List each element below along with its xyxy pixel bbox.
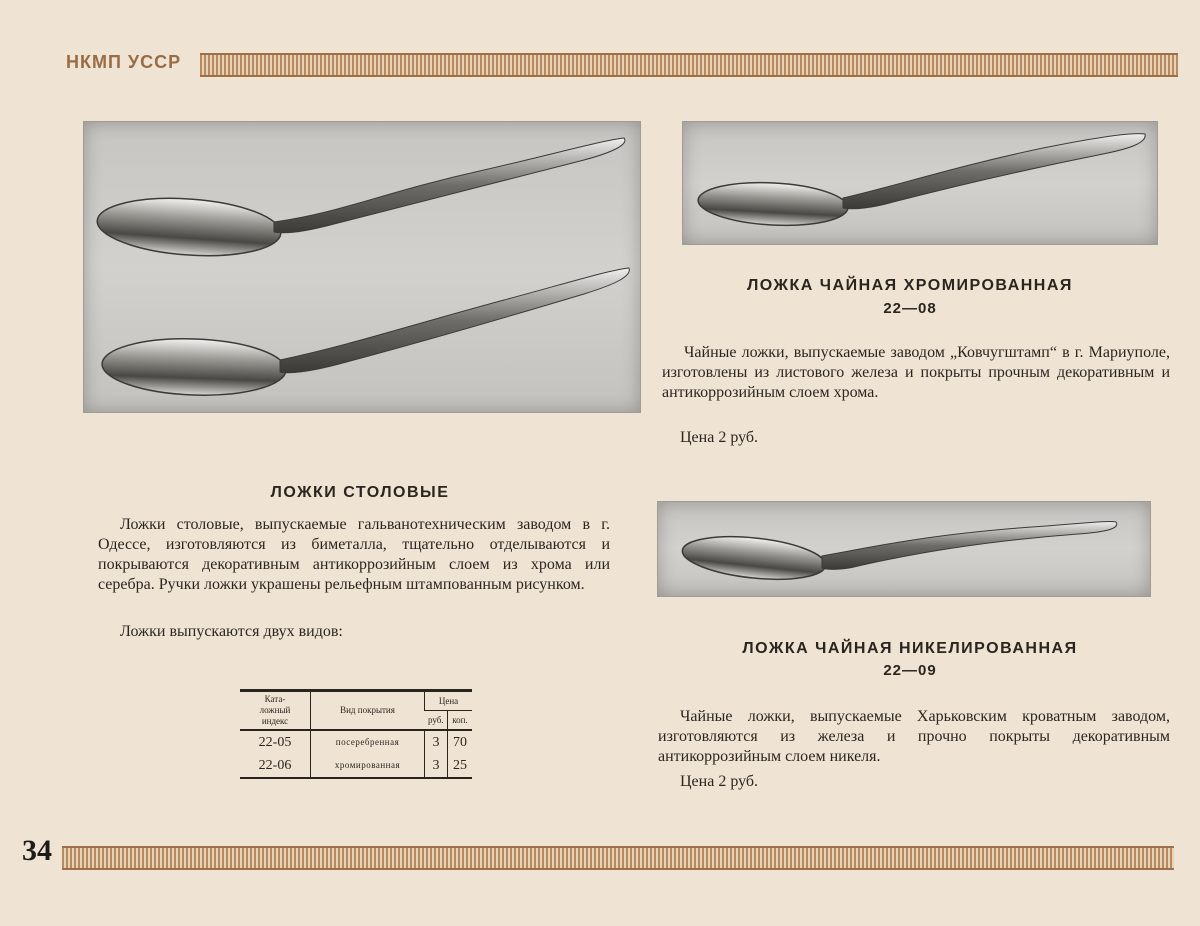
table-row <box>240 731 472 754</box>
nickel-teaspoon-code: 22—09 <box>883 662 937 679</box>
nickel-teaspoon-price: Цена 2 руб. <box>680 773 759 790</box>
rub-cell: 3 <box>425 754 448 778</box>
header-label: НКМП УССР <box>66 52 182 72</box>
chrome-teaspoon-title: ЛОЖКА ЧАЙНАЯ ХРОМИРОВАННАЯ <box>747 277 1073 294</box>
catalog-index-cell: 22-05 <box>258 735 292 750</box>
chrome-teaspoon-photo <box>682 121 1158 245</box>
table-row <box>240 754 472 778</box>
kinds-text: Ложки выпускаются двух видов: <box>120 623 343 640</box>
kop-cell: 70 <box>448 731 473 754</box>
chrome-teaspoon-description: Чайные ложки, выпускаемые заводом „Ковчугштамп“ в г. Мариуполе, изготовлены из листового железа и покрыты прочным декоративным и антикоррозийным слоем хрома. <box>662 344 1170 401</box>
header-stripe <box>200 53 1178 77</box>
rub-header: руб. <box>425 711 448 730</box>
nickel-teaspoon-photo <box>657 501 1151 597</box>
catalog-table <box>240 689 472 779</box>
nickel-teaspoon-title: ЛОЖКА ЧАЙНАЯ НИКЕЛИРОВАННАЯ <box>742 640 1078 657</box>
nickel-teaspoon-description: Чайные ложки, выпускаемые Харьковским кроватным заводом, изготовляются из железа и прочно покрыты декоративным антикоррозийным слоем никеля. <box>658 708 1170 765</box>
page-number: 34 <box>22 834 52 867</box>
coating-cell: посеребренная <box>311 731 425 754</box>
table-spoons-description: Ложки столовые, выпускаемые гальванотехническим заводом в г. Одессе, изготовляются из биметалла, тщательно отделываются и покрываются декоративным антикоррозийным слоем из хрома или серебра. Ручки ложки украшены рельефным штампованным рисунком. <box>98 516 610 593</box>
chrome-teaspoon-price: Цена 2 руб. <box>680 429 759 446</box>
coating-cell: хромированная <box>311 754 425 778</box>
table-spoons-photo <box>83 121 641 413</box>
catalog-index-cell: 22-06 <box>258 758 292 773</box>
chrome-teaspoon-code: 22—08 <box>883 300 937 317</box>
catalog-index-header: Ката- ложный индекс <box>259 694 291 726</box>
price-header: Цена <box>425 691 473 711</box>
footer-stripe <box>62 846 1174 870</box>
kop-header: коп. <box>448 711 473 730</box>
table-spoons-title: ЛОЖКИ СТОЛОВЫЕ <box>270 484 450 501</box>
rub-cell: 3 <box>425 731 448 754</box>
coating-header: Вид покрытия <box>311 691 425 731</box>
kop-cell: 25 <box>448 754 473 778</box>
